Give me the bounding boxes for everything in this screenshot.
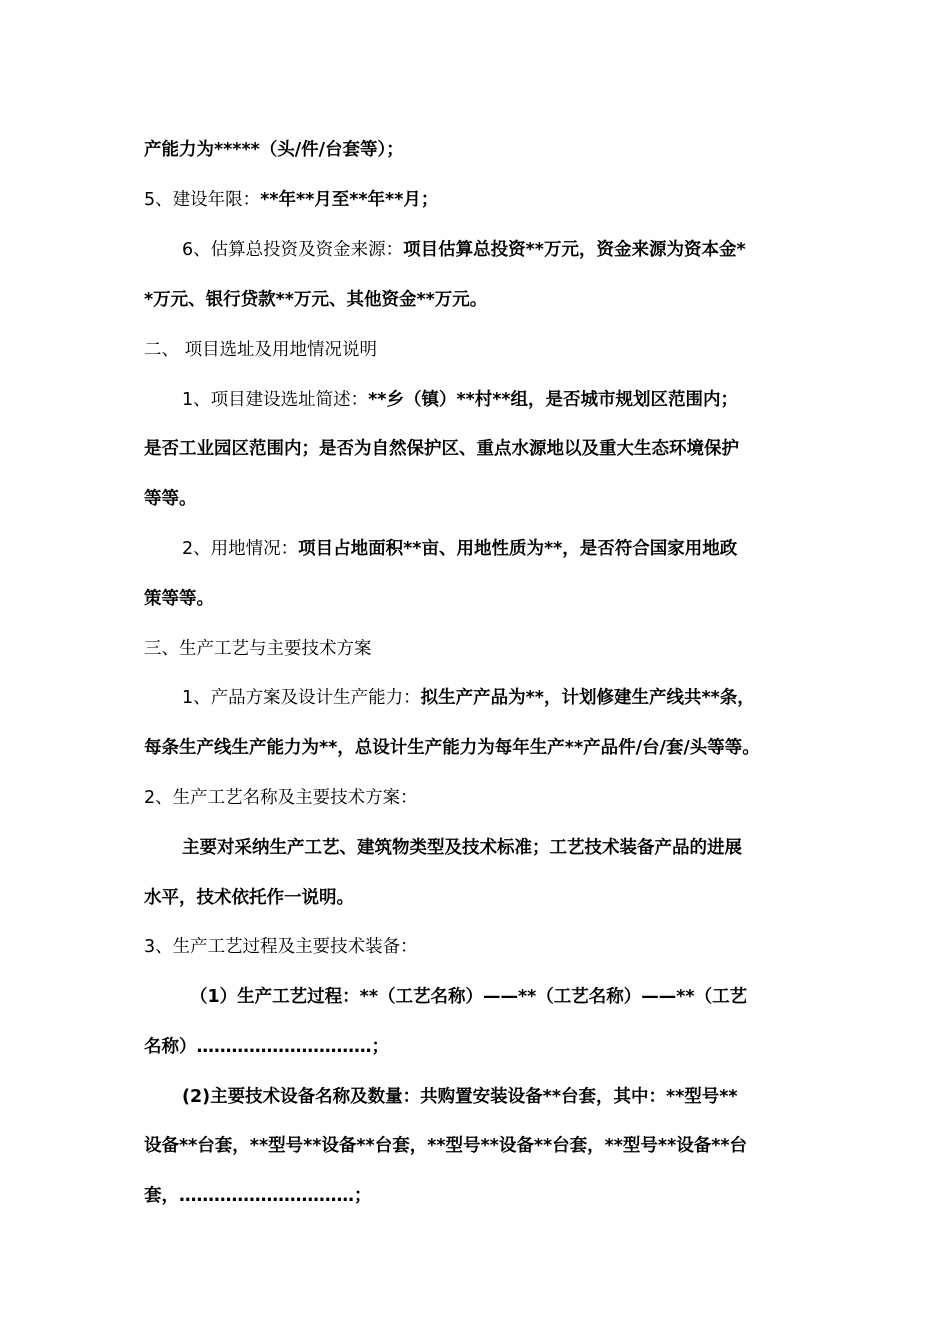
text-line: 1、产品方案及设计生产能力：拟生产产品为**，计划修建生产线共**条， <box>182 688 755 708</box>
text-line: 1、项目建设选址简述：**乡（镇）**村**组，是否城市规划区范围内； <box>182 390 739 410</box>
text-line: 设备**台套，**型号**设备**台套，**型号**设备**台套，**型号**设备**台 <box>144 1136 748 1156</box>
section-heading: 三、生产工艺与主要技术方案 <box>144 639 372 659</box>
text-line: 是否工业园区范围内；是否为自然保护区、重点水源地以及重大生态环境保护 <box>144 439 739 459</box>
text-line: *万元、银行贷款**万元、其他资金**万元。 <box>144 290 488 310</box>
section-heading: 二、 项目选址及用地情况说明 <box>144 340 378 360</box>
text-line: 5、建设年限：**年**月至**年**月； <box>144 190 439 210</box>
text-line: 策等等。 <box>144 589 214 609</box>
text-line: 6、估算总投资及资金来源：项目估算总投资**万元，资金来源为资本金* <box>182 240 746 260</box>
text-line: 产能力为*****（头/件/台套等）； <box>144 140 404 160</box>
text-line: 名称）…………………………； <box>144 1037 389 1057</box>
text-line: 套，…………………………； <box>144 1186 372 1206</box>
text-line: 2、生产工艺名称及主要技术方案： <box>144 788 418 808</box>
text-line: 水平，技术依托作一说明。 <box>144 888 354 908</box>
text-line: 2、用地情况：项目占地面积**亩、用地性质为**，是否符合国家用地政 <box>182 539 738 559</box>
text-line: 主要对采纳生产工艺、建筑物类型及技术标准；工艺技术装备产品的进展 <box>182 838 742 858</box>
text-line: (2)主要技术设备名称及数量：共购置安装设备**台套，其中：**型号** <box>182 1087 738 1107</box>
text-line: 等等。 <box>144 489 197 509</box>
text-line: 3、生产工艺过程及主要技术装备： <box>144 937 418 957</box>
text-line: （1）生产工艺过程：**（工艺名称）——**（工艺名称）——**（工艺 <box>190 987 748 1007</box>
text-line: 每条生产线生产能力为**，总设计生产能力为每年生产**产品件/台/套/头等等。 <box>144 738 760 758</box>
